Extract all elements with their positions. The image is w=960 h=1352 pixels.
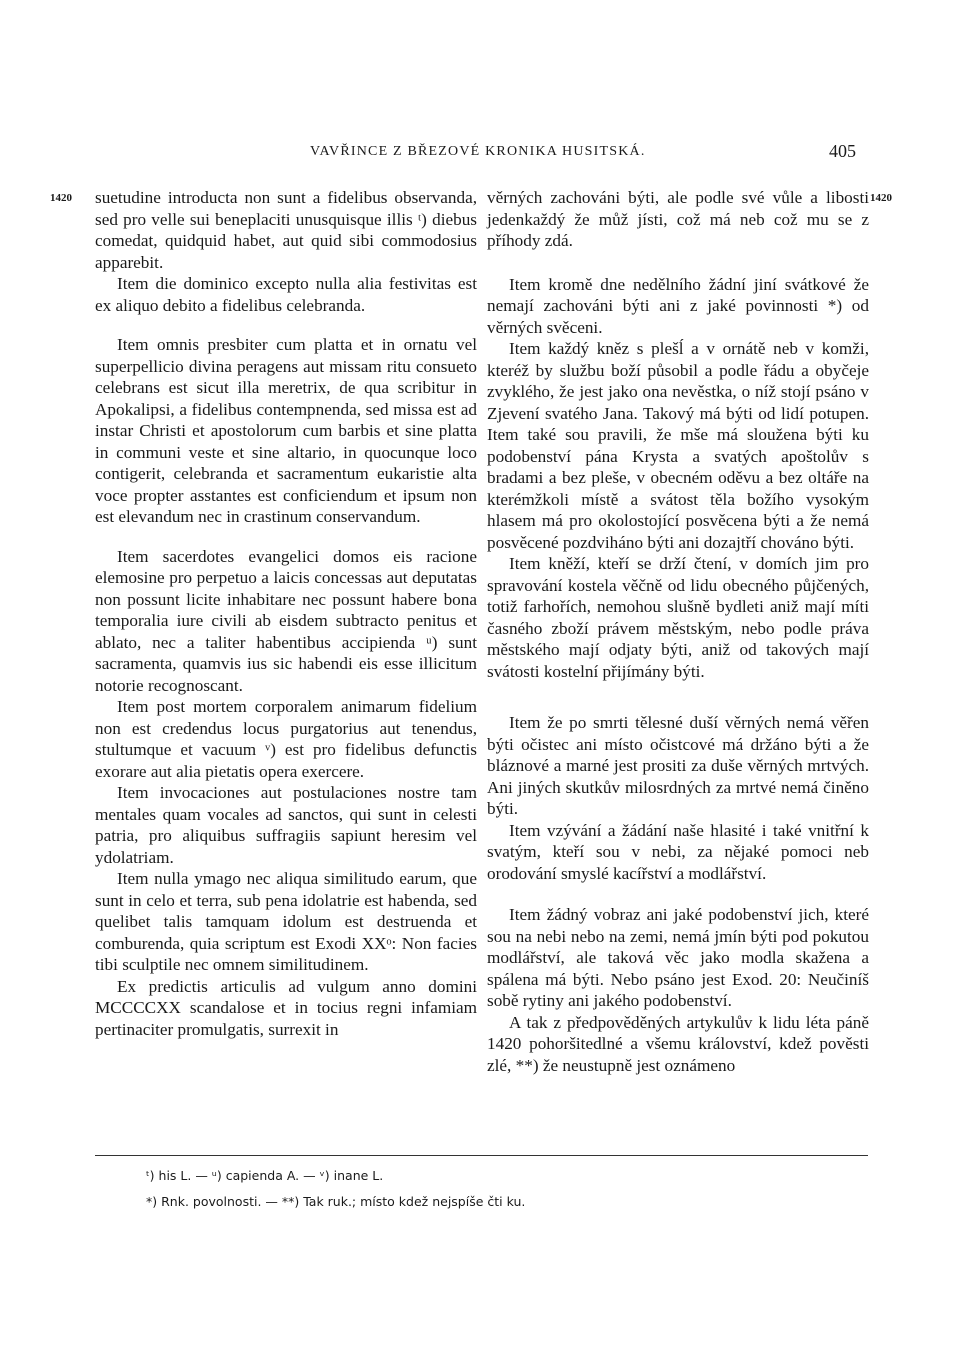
running-title: VAVŘINCE Z BŘEZOVÉ KRONIKA HUSITSKÁ. — [310, 144, 646, 159]
paragraph: A tak z předpověděných artykulův k lidu léta páně 1420 pohoršitedlné a všemu království, kdež pověsti zlé, **) že neustupně jest oznámeno — [487, 1012, 869, 1075]
paragraph: Item kromě dne nedělního žádní jiní svátkové že nemají zachováni býti ani z jaké povinnosti *) od věrných svěceni. — [487, 274, 869, 337]
paragraph: Item že po smrti tělesné duší věrných nemá věřen býti očistec ani místo očistcové má držáno býti a že bláznové a marné jest prositi za duše věrných mrtvých. Ani jiných skutkův milosrdných za mrtvé nemá činěno býti. — [487, 713, 869, 818]
paragraph: suetudine introducta non sunt a fidelibus observanda, sed pro velle sui beneplaciti unusquisque illis ᵗ) diebus comedat, quidquid habet, aut quid sibi commodosius apparebit. — [95, 188, 477, 272]
margin-year-right: 1420 — [870, 192, 892, 204]
paragraph: věrných zachováni býti, ale podle své vůle a libosti jedenkaždý že můž jísti, což má neb což mu se z příhody zdá. — [487, 188, 869, 250]
paragraph: Item vzývání a žádání naše hlasité i také vnitřní k svatým, kteří sou v nebi, za nějaké pomoci neb orodování smyslé kacířství a modlářství. — [487, 820, 869, 883]
czech-column — [487, 187, 869, 1076]
footnote-variants: ᵗ) his L. — ᵘ) capienda A. — ᵛ) inane L. — [146, 1168, 384, 1183]
margin-year-left: 1420 — [50, 192, 72, 204]
paragraph: Item die dominico excepto nulla alia festivitas est ex aliquo debito a fidelibus celebranda. — [95, 274, 477, 315]
paragraph: Item kněží, kteří se drží čtení, v domích jim pro spravování kostela věčně od lidu obecného půjčených, totiž farhořích, nemohou slušně bydleti aniž mají míti časného zboží právem městským, nebo podle práva městského mají odjaty býti, aniž od takových mají svátosti kostelní přijímány býti. — [487, 554, 869, 681]
latin-column — [95, 187, 477, 1040]
paragraph: Item sacerdotes evangelici domos eis racione elemosine pro perpetuo a laicis concessas aut deputatas non possunt licite inhabitare nec possunt habere bona temporalia iure civili ab eisdem subtracto penitus et ablato, nec a taliter habentibus accipienda ᵘ) sunt sacramenta, quamvis ius sic habendi eis esse illicitum notorie recognoscant. — [95, 546, 477, 695]
footnote-divider — [95, 1155, 868, 1156]
paragraph: Ex predictis articulis ad vulgum anno domini MCCCCXX scandalose et in tocius regni infamiam pertinaciter promulgatis, surrexit in — [95, 976, 477, 1039]
paragraph: Item post mortem corporalem animarum fidelium non est credendus locus purgatorius aut tenendus, stultumque et vacuum ᵛ) est pro fidelibus defunctis exorare aut alia pietatis opera exercere. — [95, 697, 477, 781]
paragraph: Item nulla ymago nec aliqua similitudo earum, que sunt in celo et terra, sub pena idolatrie est habenda, sed quelibet talis tamquam idolum est destruenda et comburenda, quia scriptum est Exodi XXᵒ: Non facies tibi sculptile nec omnem similitudinem. — [95, 869, 477, 974]
paragraph: Item invocaciones aut postulaciones nostre tam mentales quam vocales ad sanctos, qui sunt in celesti patria, pro aliquibus suffragiis sapiunt heresim vel ydolatriam. — [95, 783, 477, 867]
footnote-czech: *) Rnk. povolnosti. — **) Tak ruk.; místo kdež nejspíše čti ku. — [146, 1194, 526, 1209]
paragraph: Item žádný vobraz ani jaké podobenství jich, které sou na nebi nebo na zemi, nemá jmín býti pod pokutou modlářství, ale taková věc jako modla skažena a spálena má býti. Nebo psáno jest Exod. 20: Neučiníš sobě rytiny ani jakého podobenství. — [487, 905, 869, 1010]
page-number: 405 — [829, 141, 856, 161]
paragraph: Item omnis presbiter cum platta et in ornatu vel superpellicio divina peragens aut missam ritu consueto celebrans est sicut illa meretrix, de qua scribitur in Apokalipsi, a fidelibus contempnenda, sed missa est ad instar Christi et apostolorum cum barbis et sine platta in communi veste et sine altario, in quocunque loco contigerit, celebranda et sacramentum eukaristie alta voce propter asstantes est conficiendum et ipsum non est elevandum nec in crastinum conservandum. — [95, 335, 477, 526]
paragraph: Item každý kněz s plešĺ a v ornátě neb v komži, kteréž by službu boží působil a podle řádu a obyčeje zvyklého, že jest jako ona nevěstka, o níž stojí psáno v Zjevení svatého Jana. Takový má býti od lidí potupen. Item také sou pravili, že mše má sloužena býti ku podobenství pána Krysta a svatých apoštolův s bradami a bez pleše, v obecném oděvu a bez oltáře na kterémžkoli místě a svátost těla božího vysokým hlasem má pro okolostojící posvěcena býti a že nemá posvěcené pozdviháno býti ani dozajtří chováno býti. — [487, 339, 869, 552]
